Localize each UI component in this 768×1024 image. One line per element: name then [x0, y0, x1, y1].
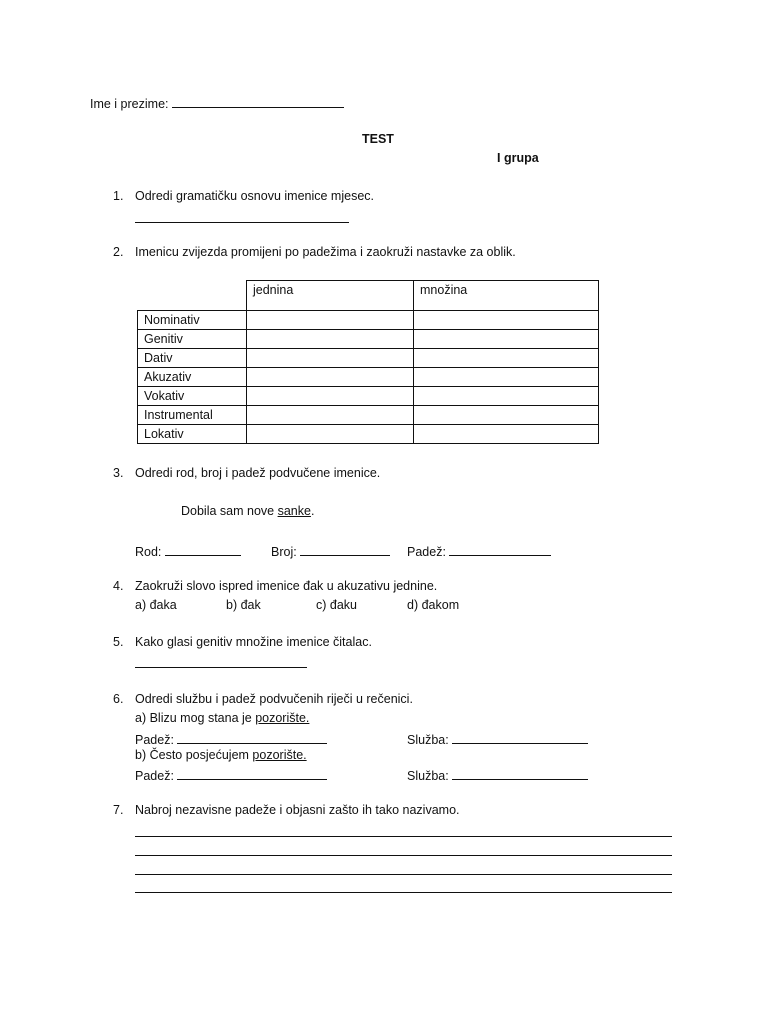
table-row: [138, 349, 599, 368]
q1-number: 1.: [113, 189, 124, 203]
answer-cell[interactable]: [247, 349, 414, 368]
name-label: Ime i prezime:: [90, 97, 169, 111]
table-row: [138, 368, 599, 387]
q4-option-b[interactable]: b) đak: [226, 598, 261, 612]
q6-text: Odredi službu i padež podvučenih riječi u rečenici.: [135, 692, 413, 706]
q4-option-d[interactable]: d) đakom: [407, 598, 460, 612]
column-jednina: jednina: [247, 281, 414, 311]
q4-number: 4.: [113, 579, 124, 593]
table-row: [138, 387, 599, 406]
q3-padez: [407, 542, 551, 559]
q7-text: Nabroj nezavisne padeže i objasni zašto ih tako nazivamo.: [135, 803, 460, 817]
case-label: Vokativ: [138, 387, 247, 406]
test-title: TEST: [362, 132, 394, 146]
q3-sentence: Dobila sam nove sanke.: [181, 504, 315, 518]
answer-cell[interactable]: [247, 406, 414, 425]
q3-broj: [271, 542, 390, 559]
padez-label: Padež:: [135, 733, 174, 747]
q5-number: 5.: [113, 635, 124, 649]
padez-blank[interactable]: [177, 730, 327, 744]
case-label: Dativ: [138, 349, 247, 368]
declension-table: [137, 280, 599, 444]
sluzba-label: Služba:: [407, 769, 449, 783]
answer-cell[interactable]: [414, 406, 599, 425]
q4-text: Zaokruži slovo ispred imenice đak u akuzativu jednine.: [135, 579, 438, 593]
group-label: I grupa: [497, 151, 539, 165]
case-label: Genitiv: [138, 330, 247, 349]
answer-cell[interactable]: [414, 330, 599, 349]
answer-cell[interactable]: [414, 368, 599, 387]
padez-blank[interactable]: [177, 766, 327, 780]
case-label: Instrumental: [138, 406, 247, 425]
answer-cell[interactable]: [414, 349, 599, 368]
q1-answer-line[interactable]: [135, 209, 349, 226]
padez-label: Padež:: [407, 545, 446, 559]
q4-option-c[interactable]: c) đaku: [316, 598, 357, 612]
q6-sentence-a: a) Blizu mog stana je pozorište.: [135, 711, 310, 725]
answer-cell[interactable]: [414, 387, 599, 406]
padez-blank[interactable]: [449, 542, 551, 556]
table-row: [138, 311, 599, 330]
name-blank[interactable]: [172, 94, 344, 108]
q6-sentence-b: b) Često posjećujem pozorište.: [135, 748, 307, 762]
answer-cell[interactable]: [247, 330, 414, 349]
broj-label: Broj:: [271, 545, 297, 559]
sluzba-label: Služba:: [407, 733, 449, 747]
broj-blank[interactable]: [300, 542, 390, 556]
q6-number: 6.: [113, 692, 124, 706]
rod-label: Rod:: [135, 545, 162, 559]
case-label: Nominativ: [138, 311, 247, 330]
q5-text: Kako glasi genitiv množine imenice čitalac.: [135, 635, 372, 649]
table-header-row: [138, 281, 599, 311]
q7-number: 7.: [113, 803, 124, 817]
q6-b-padez: [135, 766, 327, 783]
q4-option-a[interactable]: a) đaka: [135, 598, 177, 612]
table-row: [138, 330, 599, 349]
q6-b-sluzba: [407, 766, 588, 783]
q6-a-sluzba: [407, 730, 588, 747]
q3-number: 3.: [113, 466, 124, 480]
sluzba-blank[interactable]: [452, 766, 588, 780]
q2-text: Imenicu zvijezda promijeni po padežima i zaokruži nastavke za oblik.: [135, 245, 516, 259]
sluzba-blank[interactable]: [452, 730, 588, 744]
q7-answer-line[interactable]: [135, 836, 672, 837]
q2-number: 2.: [113, 245, 124, 259]
name-row: [90, 94, 344, 111]
q5-answer-line[interactable]: [135, 654, 307, 671]
answer-cell[interactable]: [247, 387, 414, 406]
case-label: Akuzativ: [138, 368, 247, 387]
rod-blank[interactable]: [165, 542, 241, 556]
q6-a-padez: [135, 730, 327, 747]
q3-rod: [135, 542, 241, 559]
q7-answer-line[interactable]: [135, 874, 672, 875]
q7-answer-line[interactable]: [135, 855, 672, 856]
answer-cell[interactable]: [247, 311, 414, 330]
answer-cell[interactable]: [414, 425, 599, 444]
underlined-word: pozorište.: [255, 711, 310, 725]
q7-answer-line[interactable]: [135, 892, 672, 893]
answer-cell[interactable]: [247, 368, 414, 387]
underlined-word: sanke: [277, 504, 311, 518]
column-mnozina: množina: [414, 281, 599, 311]
q3-text: Odredi rod, broj i padež podvučene imenice.: [135, 466, 381, 480]
underlined-word: pozorište.: [252, 748, 307, 762]
padez-label: Padež:: [135, 769, 174, 783]
answer-cell[interactable]: [414, 311, 599, 330]
answer-cell[interactable]: [247, 425, 414, 444]
case-label: Lokativ: [138, 425, 247, 444]
q1-text: Odredi gramatičku osnovu imenice mjesec.: [135, 189, 374, 203]
table-row: [138, 406, 599, 425]
table-row: [138, 425, 599, 444]
